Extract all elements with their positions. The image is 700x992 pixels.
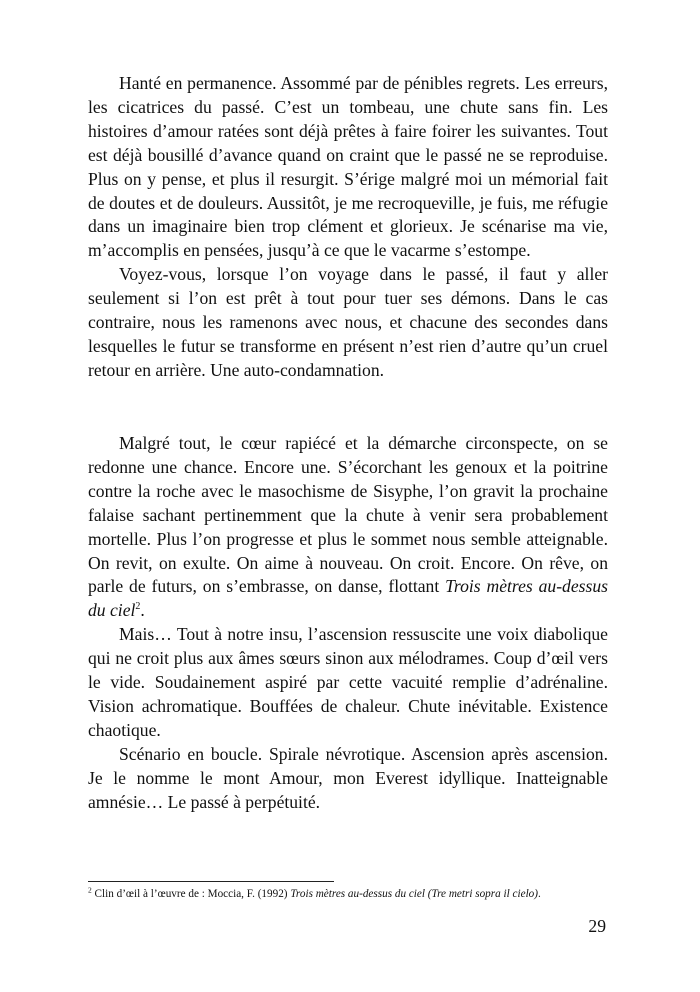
paragraph: Mais… Tout à notre insu, l’ascension ressuscite une voix diabolique qui ne croit plus aux âmes sœurs sinon aux mélodrames. Coup d’œil vers le vide. Soudainement aspiré par cette vacuité remplie d’adrénaline. Vision achromatique. Bouffées de chaleur. Chute inévitable. Existence chaotique. <box>88 624 608 740</box>
paragraph: Scénario en boucle. Spirale névrotique. Ascension après ascension. Je le nomme le mont Amour, mon Everest idyllique. Inatteignable amnésie… Le passé à perpétuité. <box>88 743 608 812</box>
footnote-text: Clin d’œil à l’œuvre de : Moccia, F. (1992) <box>91 888 291 900</box>
page-number: 29 <box>588 916 606 936</box>
paragraph: Hanté en permanence. Assommé par de pénibles regrets. Les erreurs, les cicatrices du passé. C’est un tombeau, une chute sans fin. Les histoires d’amour ratées sont déjà prêtes à faire foirer les suivantes. Tout est déjà bousillé d’avance quand on craint que le passé ne se reproduise. Plus on y pense, et plus il resurgit. S’érige malgré moi un mémorial fait de doutes et de douleurs. Aussitôt, je me recroqueville, je fuis, me réfugie dans un imaginaire bien trop clément et glorieux. Je scénarise ma vie, m’accomplis en pensées, jusqu’à ce que le vacarme s’estompe. <box>88 73 608 261</box>
footnote-reference: 2 <box>135 601 141 613</box>
footnote-end: . <box>538 888 541 900</box>
paragraph: Voyez-vous, lorsque l’on voyage dans le passé, il faut y aller seulement si l’on est prêt à tout pour tuer ses démons. Dans le cas contraire, nous les ramenons avec nous, et chacune des secondes dans lesquelles le futur se transforme en présent n’est rien d’autre qu’un cruel retour en arrière. Une auto-condamnation. <box>88 264 608 380</box>
footnote-title-italic: Trois mètres au-dessus du ciel (Tre metri sopra il cielo) <box>290 888 538 900</box>
paragraph-end: . <box>140 600 145 621</box>
footnote <box>88 887 608 902</box>
footnote-number: 2 <box>88 885 92 895</box>
book-title-italic: Trois mètres au-dessus du ciel <box>88 576 608 621</box>
paragraph <box>88 432 608 623</box>
paragraph-text: Malgré tout, le cœur rapiécé et la démarche circonspecte, on se redonne une chance. Encore une. S’écorchant les genoux et la poitrine contre la roche avec le masochisme de Sisyphe, l’on gravit la prochaine falaise sachant pertinemment que la chute à venir sera probablement mortelle. Plus l’on progresse et plus le sommet nous semble atteignable. On revit, on exulte. On aime à nouveau. On croit. Encore. On rêve, on parle de futurs, on s’embrasse, on danse, flottant <box>88 433 608 597</box>
text-section-2 <box>88 432 608 815</box>
footnote-divider <box>88 881 334 882</box>
text-section-1 <box>88 72 608 383</box>
